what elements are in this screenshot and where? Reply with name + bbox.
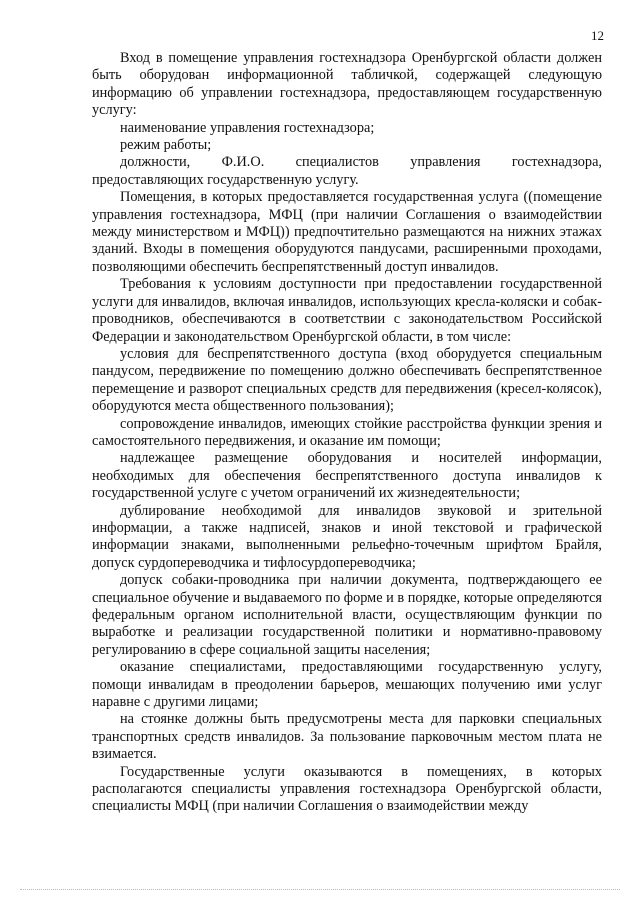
list-item-assistance: оказание специалистами, предоставляющими государственную услугу, помощи инвалидам в преодолении барьеров, мешающих получению ими услуг наравне с другими лицами; — [92, 659, 602, 711]
paragraph-services-premises: Государственные услуги оказываются в помещениях, в которых располагаются специалисты управления гостехнадзора Оренбургской области, специалисты МФЦ (при наличии Соглашения о взаимодействии между — [92, 763, 602, 815]
paragraph-premises: Помещения, в которых предоставляется государственная услуга ((помещение управления гостехнадзора, МФЦ (при наличии Соглашения о взаимодействии между министерством и МФЦ)) предпочтительно размещаются на нижних этажах зданий. Входы в помещения оборудуются пандусами, расширенными проходами, позволяющими обеспечить беспрепятственный доступ инвалидов. — [92, 189, 602, 275]
list-item-staff: должности, Ф.И.О. специалистов управления гостехнадзора, предоставляющих государственную услугу. — [92, 154, 602, 188]
scan-footer-line — [20, 889, 620, 891]
paragraph-accessibility: Требования к условиям доступности при предоставлении государственной услуги для инвалидов, включая инвалидов, использующих кресла-коляски и собак-проводников, обеспечиваются в соответствии с законодательством Российской Федерации и законодательством Оренбургской области, в том числе: — [92, 276, 602, 345]
list-item-escort: сопровождение инвалидов, имеющих стойкие расстройства функции зрения и самостоятельного передвижения, и оказание им помощи; — [92, 415, 602, 449]
list-item-equipment: надлежащее размещение оборудования и носителей информации, необходимых для обеспечения беспрепятственного доступа инвалидов к государственной услуге с учетом ограничений их жизнедеятельности; — [92, 450, 602, 502]
page-number: 12 — [591, 28, 604, 43]
list-item-parking: на стоянке должны быть предусмотрены места для парковки специальных транспортных средств инвалидов. За пользование парковочным местом плата не взимается. — [92, 711, 602, 763]
paragraph-1: Вход в помещение управления гостехнадзора Оренбургской области должен быть оборудован информационной табличкой, содержащей следующую информацию об управлении гостехнадзора, предоставляющем государственную услугу: — [92, 50, 602, 119]
list-item-name: наименование управления гостехнадзора; — [120, 119, 375, 136]
list-item-duplication: дублирование необходимой для инвалидов звуковой и зрительной информации, а также надписей, знаков и иной текстовой и графической информации знаками, выполненными рельефно-точечным шрифтом Брайля, допуск сурдопереводчика и тифлосурдопереводчика; — [92, 502, 602, 571]
list-item-access-conditions: условия для беспрепятственного доступа (вход оборудуется специальным пандусом, передвижение по помещению должно обеспечивать беспрепятственное перемещение и разворот специальных средств для передвижения (кресел-колясок), оборудуются места общественного пользования); — [92, 345, 602, 415]
list-item-schedule: режим работы; — [120, 137, 212, 154]
list-item-guide-dog: допуск собаки-проводника при наличии документа, подтверждающего ее специальное обучение и выдаваемого по форме и в порядке, которые определяются федеральным органом исполнительной власти, осуществляющим функции по выработке и реализации государственной политики и нормативно-правовому регулированию в сфере социальной защиты населения; — [92, 572, 602, 658]
document-body — [92, 50, 602, 816]
